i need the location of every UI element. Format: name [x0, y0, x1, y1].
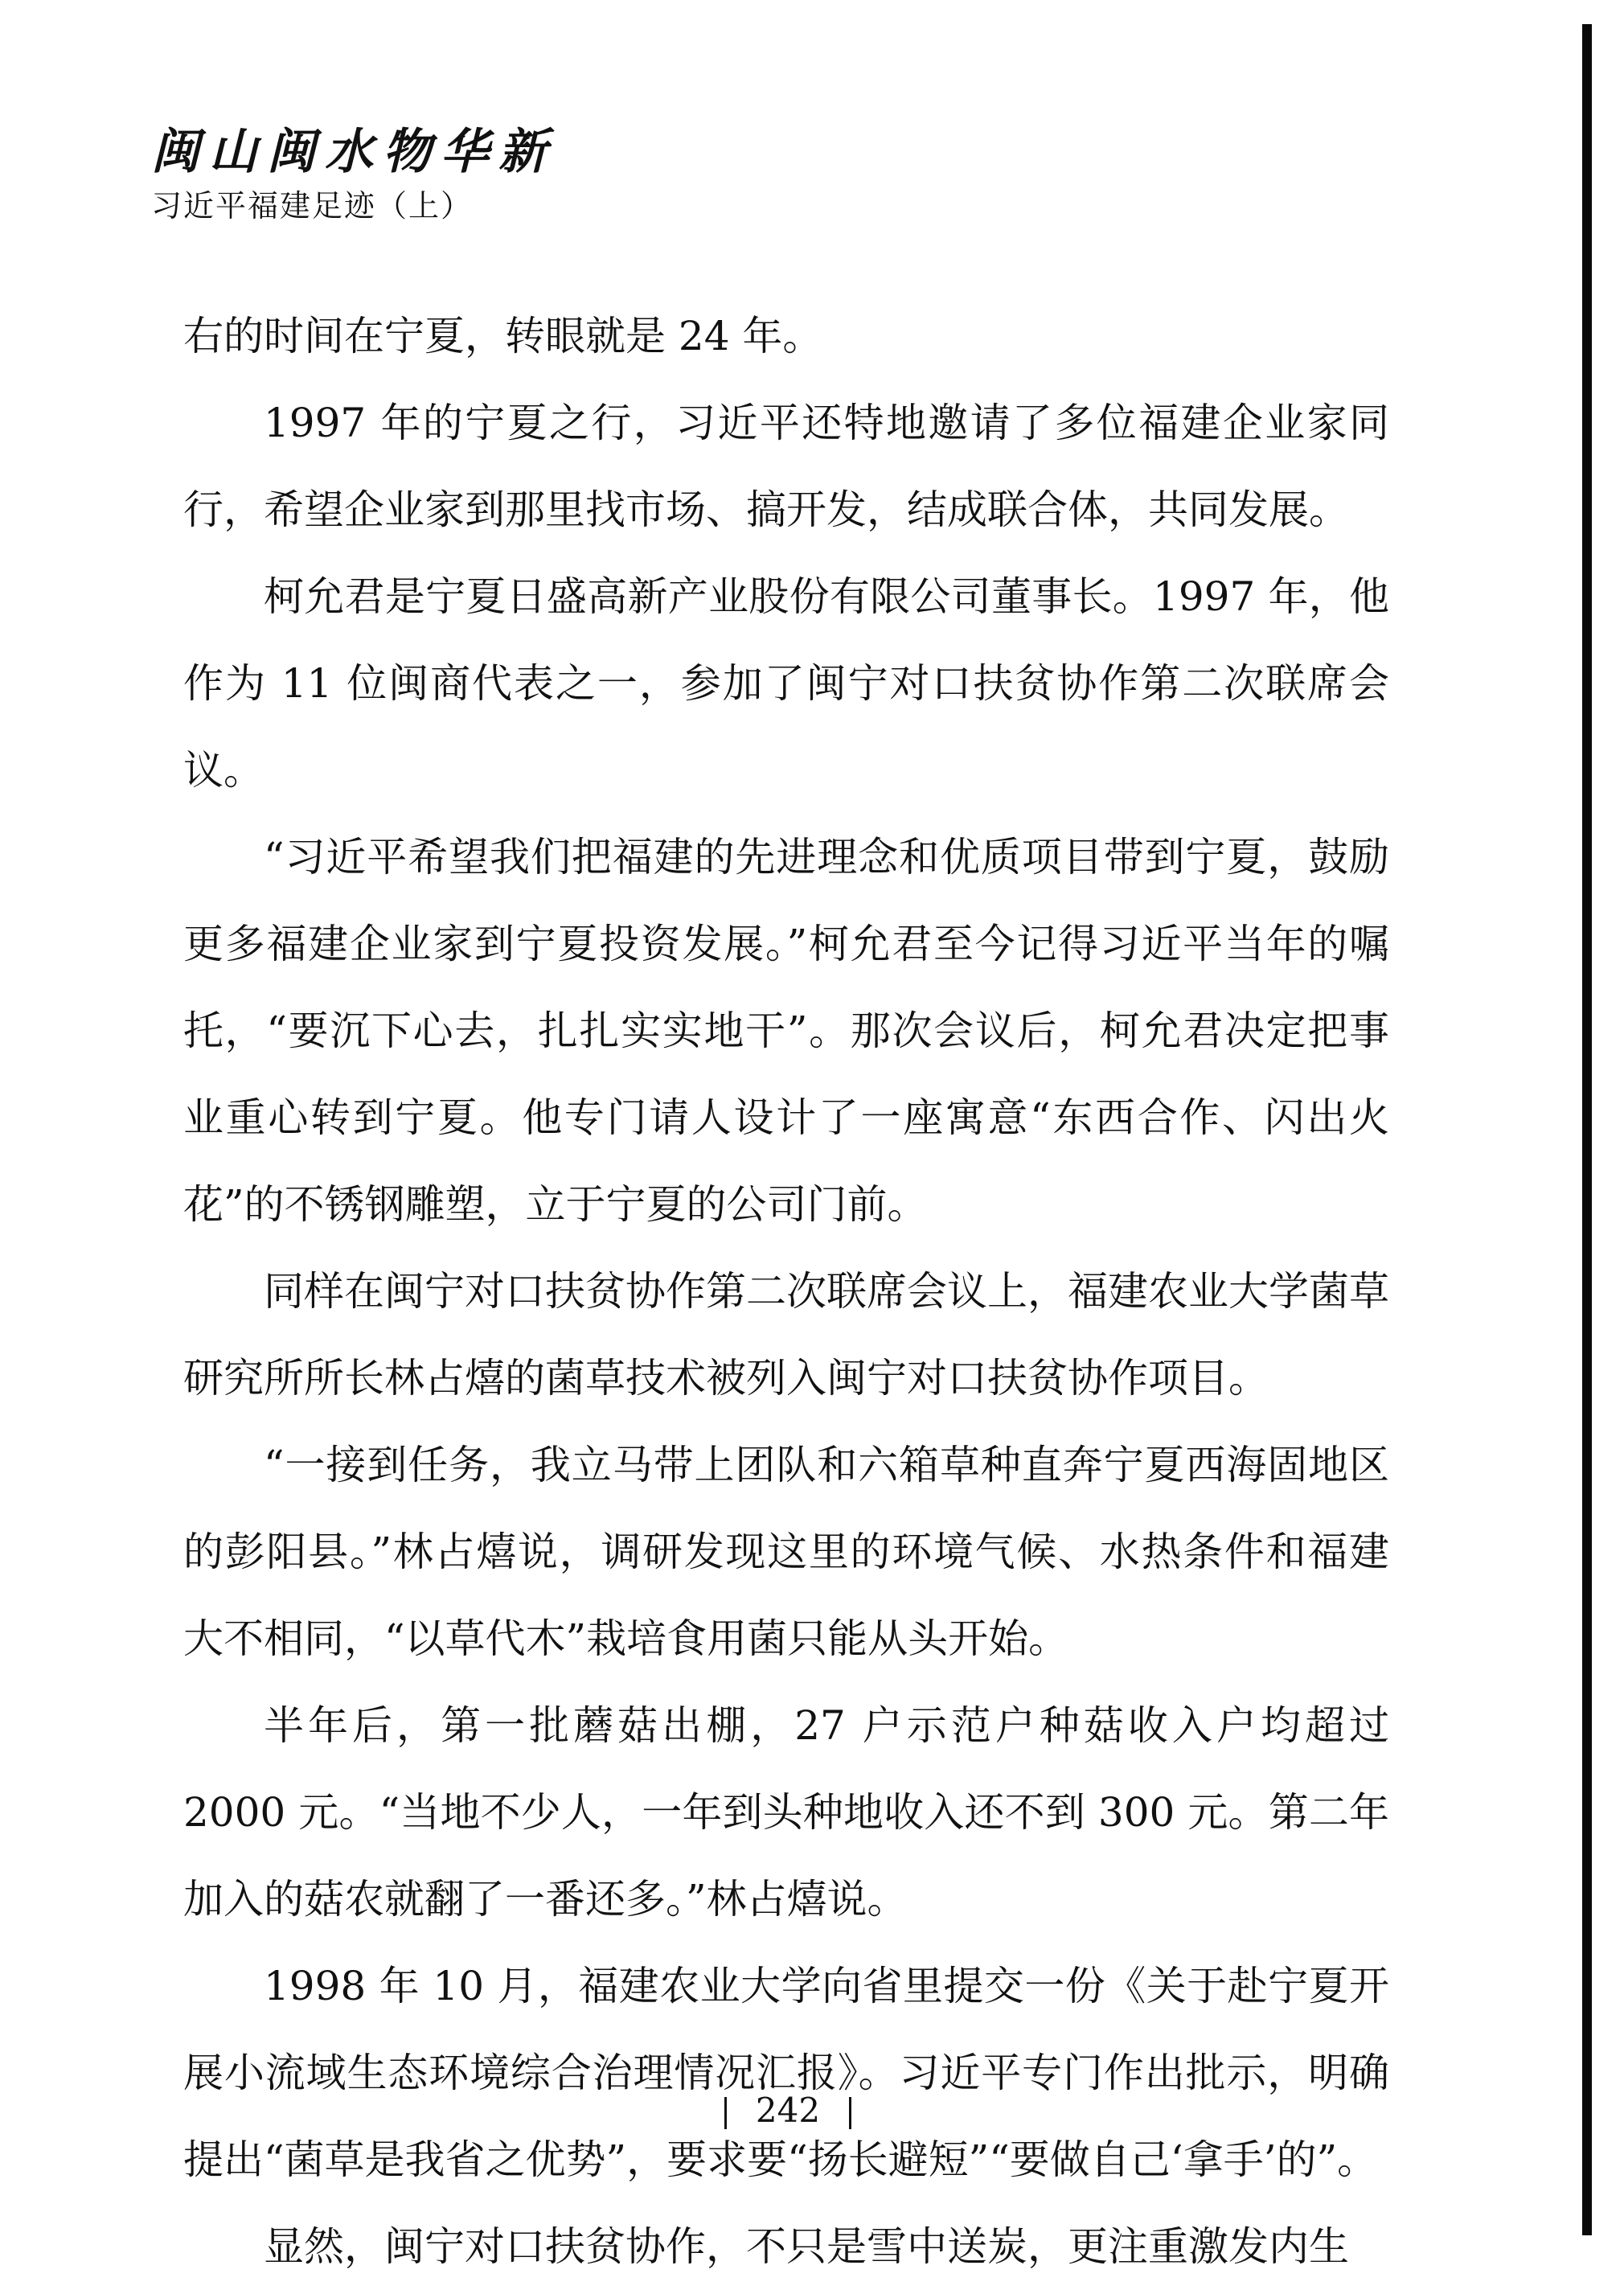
paragraph-8: 1998 年 10 月，福建农业大学向省里提交一份《关于赴宁夏开展小流域生态环境综合治理情况汇报》。习近平专门作出批示，明确提出“菌草是我省之优势”，要求要“扬长避短”“要做自己‘拿手’的”。: [183, 1963, 1389, 2183]
book-title: 闽山闽水物华新: [151, 124, 556, 180]
paragraph-1: 右的时间在宁夏，转眼就是 24 年。: [183, 313, 823, 359]
paragraph-4: “习近平希望我们把福建的先进理念和优质项目带到宁夏，鼓励更多福建企业家到宁夏投资发展。”柯允君至今记得习近平当年的嘱托，“要沉下心去，扎扎实实地干”。那次会议后，柯允君决定把事业重心转到宁夏。他专门请人设计了一座寓意“东西合作、闪出火花”的不锈钢雕塑，立于宁夏的公司门前。: [183, 834, 1389, 1228]
body-text: [183, 293, 1389, 2290]
book-subtitle: 习近平福建足迹（上）: [151, 188, 474, 224]
paragraph-7: 半年后，第一批蘑菇出棚，27 户示范户种菇收入户均超过 2000 元。“当地不少人，一年到头种地收入还不到 300 元。第二年加入的菇农就翻了一番还多。”林占熺说。: [183, 1702, 1389, 1923]
page-number: [0, 2091, 1576, 2130]
paragraph-2: 1997 年的宁夏之行，习近平还特地邀请了多位福建企业家同行，希望企业家到那里找市场、搞开发，结成联合体，共同发展。: [183, 400, 1389, 533]
page-number-right-bar: [849, 2097, 851, 2129]
page-number-value: 242: [755, 2091, 821, 2130]
running-header: [151, 121, 556, 228]
paragraph-9: 显然，闽宁对口扶贫协作，不只是雪中送炭，更注重激发内生: [264, 2223, 1349, 2270]
paragraph-6: “一接到任务，我立马带上团队和六箱草种直奔宁夏西海固地区的彭阳县。”林占熺说，调研发现这里的环境气候、水热条件和福建大不相同，“以草代木”栽培食用菌只能从头开始。: [183, 1442, 1389, 1662]
page-edge-rule: [1582, 24, 1592, 2235]
paragraph-3: 柯允君是宁夏日盛高新产业股份有限公司董事长。1997 年，他作为 11 位闽商代表之一，参加了闽宁对口扶贫协作第二次联席会议。: [183, 573, 1389, 794]
paragraph-5: 同样在闽宁对口扶贫协作第二次联席会议上，福建农业大学菌草研究所所长林占熺的菌草技术被列入闽宁对口扶贫协作项目。: [183, 1268, 1389, 1401]
page-number-left-bar: [724, 2097, 727, 2129]
